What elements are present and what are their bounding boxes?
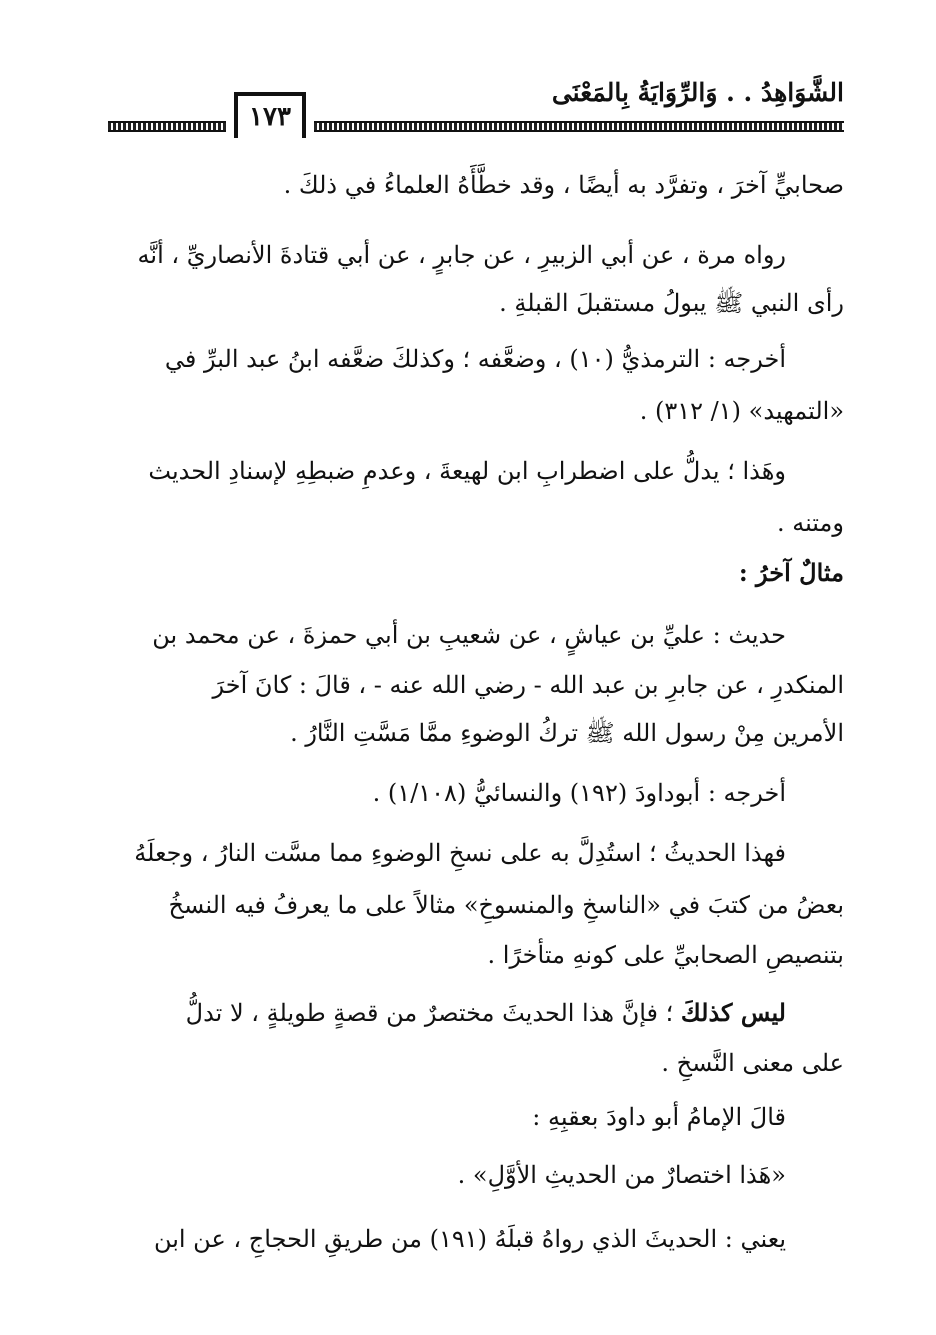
text-line: وهَذا ؛ يدلُّ على اضطرابِ ابن لهيعةَ ، وعدمِ ضبطِهِ لإسنادِ الحديث — [148, 457, 786, 485]
emphasis-text: ليس كذلكَ — [680, 998, 786, 1027]
text-line: رواه مرة ، عن أبي الزبيرِ ، عن جابرٍ ، عن أبي قتادةَ الأنصاريِّ ، أنَّه — [137, 241, 786, 269]
text-line: «التمهيد» (١/ ٣١٢) . — [639, 397, 844, 425]
text-line: رأى النبي ﷺ يبولُ مستقبلَ القبلةِ . — [499, 289, 844, 317]
text-line: ومتنه . — [776, 509, 844, 537]
text-line: فهذا الحديثُ ؛ استُدِلَّ به على نسخِ الوضوءِ مما مسَّت النارُ ، وجعلَهُ — [134, 839, 786, 867]
text-line: بعضُ من كتبَ في «الناسخِ والمنسوخِ» مثالاً على ما يعرفُ فيه النسخُ — [168, 891, 844, 919]
text-line: أخرجه : أبوداودَ (١٩٢) والنسائيُّ (١/١٠٨) . — [372, 779, 786, 807]
text-line: حديث : عليِّ بن عياشٍ ، عن شعيبِ بن أبي حمزةَ ، عن محمد بن — [152, 621, 786, 649]
header-rule-right — [314, 121, 844, 132]
text-line: يعني : الحديثَ الذي رواهُ قبلَهُ (١٩١) من طريقِ الحجاجِ ، عن ابن — [153, 1225, 786, 1253]
page-number: ١٧٣ — [234, 92, 306, 138]
text-line: الأمرين مِنْ رسول الله ﷺ تركُ الوضوءِ ممَّا مَسَّتِ النَّارُ . — [290, 719, 844, 747]
text-line-rest: ؛ فإنَّ هذا الحديثَ مختصرٌ من قصةٍ طويلةٍ ، لا تدلُّ — [185, 999, 674, 1027]
running-header-title: الشَّوَاهِدُ . . وَالرِّوَايَةُ بِالمَعْنَى — [551, 78, 844, 107]
text-line: بتنصيصِ الصحابيِّ على كونهِ متأخرًا . — [487, 941, 844, 969]
header-rule-left — [108, 121, 226, 132]
text-line: أخرجه : الترمذيُّ (١٠) ، وضعَّفه ؛ وكذلكَ ضعَّفه ابنُ عبد البرِّ في — [164, 345, 786, 373]
section-heading: مثالٌ آخرُ : — [738, 558, 844, 587]
text-line: صحابيٍّ آخرَ ، وتفرَّد به أيضًا ، وقد خطَّأَهُ العلماءُ في ذلكَ . — [283, 171, 844, 199]
text-line: «هَذا اختصارٌ من الحديثِ الأوَّلِ» . — [457, 1161, 786, 1189]
text-line — [108, 986, 786, 1040]
text-line: قالَ الإمامُ أبو داودَ بعقبِهِ : — [532, 1103, 786, 1131]
text-line: على معنى النَّسخِ . — [661, 1049, 844, 1077]
text-line: المنكدرِ ، عن جابرِ بن عبد الله - رضي الله عنه - ، قالَ : كانَ آخرَ — [212, 671, 844, 699]
